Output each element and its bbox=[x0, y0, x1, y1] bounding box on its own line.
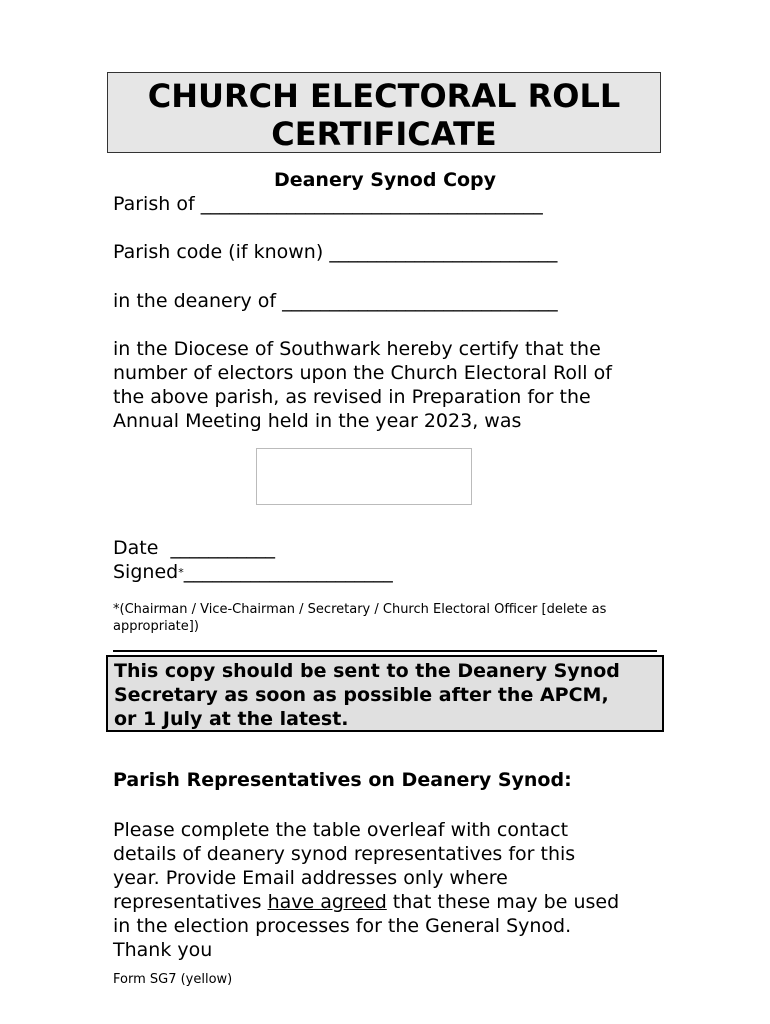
certificate-title-line2: CERTIFICATE bbox=[271, 115, 497, 153]
representatives-line: Please complete the table overleaf with contact bbox=[113, 819, 569, 841]
notice-line: Secretary as soon as possible after the APCM, bbox=[114, 684, 609, 706]
representatives-line bbox=[113, 890, 673, 914]
thank-you-text: Thank you bbox=[113, 939, 213, 961]
certificate-title-box bbox=[107, 72, 661, 153]
parish-blank[interactable]: ____________________________________ bbox=[200, 193, 543, 215]
representatives-paragraph bbox=[113, 818, 673, 962]
copy-subtitle: Deanery Synod Copy bbox=[273, 169, 497, 191]
date-label: Date bbox=[113, 537, 159, 559]
certification-line: in the Diocese of Southwark hereby certify that the bbox=[113, 338, 601, 360]
date-field[interactable] bbox=[113, 536, 275, 560]
deanery-field[interactable] bbox=[113, 289, 558, 313]
notice-line: or 1 July at the latest. bbox=[114, 708, 349, 730]
signatory-note-line: *(Chairman / Vice-Chairman / Secretary / Church Electoral Officer [delete as bbox=[113, 602, 607, 617]
signed-asterisk: * bbox=[178, 566, 184, 579]
representatives-line: in the election processes for the General Synod. bbox=[113, 915, 572, 937]
certification-line: Annual Meeting held in the year 2023, was bbox=[113, 410, 522, 432]
parish-code-field[interactable] bbox=[113, 240, 557, 264]
signed-label: Signed bbox=[113, 561, 179, 583]
representatives-text: representatives bbox=[113, 891, 268, 913]
representatives-text: that these may be used bbox=[386, 891, 620, 913]
parish-code-label: Parish code (if known) bbox=[113, 241, 324, 263]
certification-line: the above parish, as revised in Preparation for the bbox=[113, 386, 591, 408]
signatory-note bbox=[113, 601, 673, 635]
signed-field[interactable] bbox=[113, 560, 393, 585]
date-blank[interactable]: ___________ bbox=[170, 537, 276, 559]
parish-code-blank[interactable]: ________________________ bbox=[329, 241, 558, 263]
certification-line: number of electors upon the Church Electoral Roll of bbox=[113, 362, 612, 384]
deanery-blank[interactable]: _____________________________ bbox=[282, 290, 558, 312]
representatives-line: details of deanery synod representatives for this bbox=[113, 843, 576, 865]
parish-field[interactable] bbox=[113, 192, 543, 216]
representatives-heading: Parish Representatives on Deanery Synod: bbox=[113, 769, 572, 791]
notice-line: This copy should be sent to the Deanery Synod bbox=[114, 660, 620, 682]
signatory-note-line: appropriate]) bbox=[113, 619, 199, 634]
form-label: Form SG7 (yellow) bbox=[113, 972, 233, 987]
deanery-label: in the deanery of bbox=[113, 290, 277, 312]
divider-rule bbox=[113, 650, 657, 652]
signed-blank[interactable]: ______________________ bbox=[183, 561, 393, 583]
deadline-notice-box bbox=[106, 655, 664, 732]
certification-paragraph bbox=[113, 337, 673, 433]
certificate-title-line1: CHURCH ELECTORAL ROLL bbox=[147, 77, 621, 115]
agreed-emphasis: have agreed bbox=[267, 891, 387, 913]
electors-count-box[interactable] bbox=[256, 448, 472, 505]
representatives-line: year. Provide Email addresses only where bbox=[113, 867, 508, 889]
parish-label: Parish of bbox=[113, 193, 195, 215]
